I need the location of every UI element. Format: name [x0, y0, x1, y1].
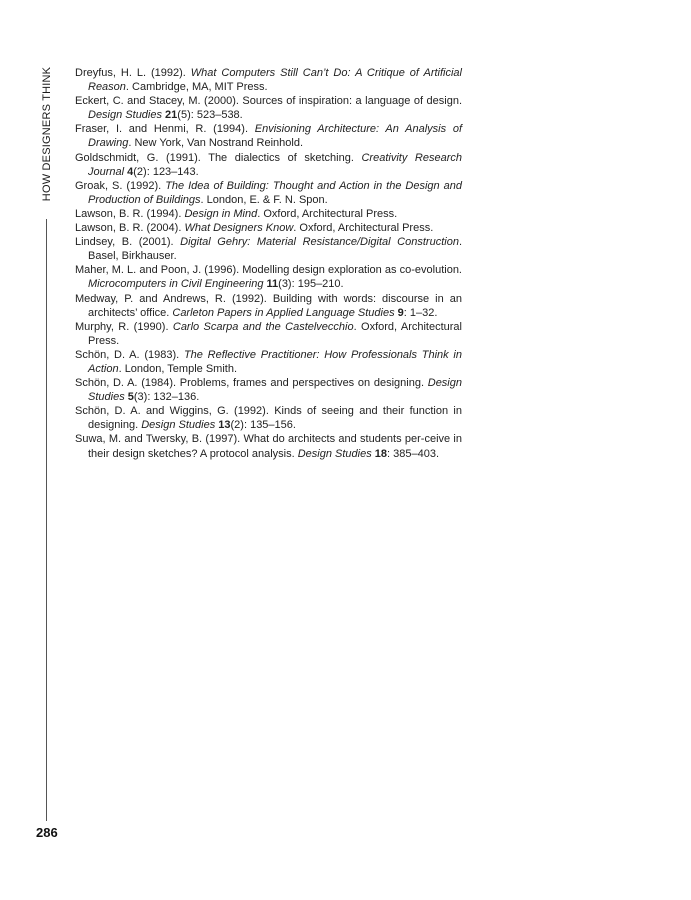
reference-text: . London, Temple Smith.	[118, 362, 237, 375]
reference-text: Suwa, M. and Twersky, B. (1997). What do architects and students per-ceive in their design sketches? A protocol analysis.	[75, 433, 462, 460]
reference-text: Lindsey, B. (2001).	[75, 236, 181, 249]
reference-text: What Computers Still Can’t Do: A Critique of Artificial Reason	[88, 67, 462, 94]
reference-text: Maher, M. L. and Poon, J. (1996). Modelling design exploration as co-evolution.	[75, 264, 462, 277]
reference-text: Digital Gehry: Material Resistance/Digital Construction	[180, 236, 459, 249]
reference-item	[75, 292, 462, 320]
reference-item	[75, 432, 462, 460]
reference-item	[75, 94, 462, 122]
reference-item	[75, 122, 462, 150]
reference-text: Creativity Research Journal	[88, 151, 462, 178]
reference-text: Design Studies	[88, 109, 166, 122]
reference-text: 4	[127, 165, 134, 178]
reference-text: Fraser, I. and Henmi, R. (1994).	[75, 123, 255, 136]
reference-text: Microcomputers in Civil Engineering	[88, 278, 267, 291]
reference-text: (3): 132–136.	[133, 391, 200, 404]
reference-text: Lawson, B. R. (1994).	[75, 207, 185, 220]
reference-text: Lawson, B. R. (2004).	[75, 222, 185, 235]
reference-text: Design in Mind	[184, 207, 258, 220]
reference-text: Dreyfus, H. L. (1992).	[75, 67, 191, 79]
reference-item	[75, 320, 462, 348]
reference-text: . Oxford, Architectural Press.	[293, 222, 434, 235]
reference-item	[75, 235, 462, 263]
reference-text: Schön, D. A. (1983).	[75, 348, 184, 361]
reference-item	[75, 348, 462, 376]
reference-text: . New York, Van Nostrand Reinhold.	[128, 137, 304, 150]
reference-item	[75, 207, 462, 221]
reference-item	[75, 151, 462, 179]
reference-text: Design Studies	[297, 447, 375, 460]
reference-text: What Designers Know	[184, 222, 294, 235]
reference-text: 11	[266, 278, 279, 291]
reference-text: Murphy, R. (1990).	[75, 320, 173, 333]
reference-text: Medway, P. and Andrews, R. (1992). Building with words: discourse in an architects’ office.	[75, 292, 462, 319]
running-head	[38, 64, 55, 204]
reference-text: . Basel, Birkhauser.	[88, 236, 462, 263]
reference-text: : 385–403.	[387, 447, 440, 460]
reference-text: : 1–32.	[403, 306, 438, 319]
reference-item	[75, 376, 462, 404]
page-number: 286	[36, 825, 58, 840]
reference-item	[75, 404, 462, 432]
reference-text: . Oxford, Architectural Press.	[257, 207, 398, 220]
reference-text: Carlo Scarpa and the Castelvecchio	[172, 320, 354, 333]
running-head-text: HOW DESIGNERS THINK	[40, 66, 53, 202]
reference-text: Carleton Papers in Applied Language Studies	[172, 306, 398, 319]
reference-item	[75, 66, 462, 94]
reference-item	[75, 221, 462, 235]
reference-text: 9	[397, 306, 404, 319]
reference-item	[75, 179, 462, 207]
reference-text: (2): 123–143.	[133, 165, 199, 178]
reference-text: (2): 135–156.	[230, 419, 296, 432]
reference-text: (5): 523–538.	[177, 109, 243, 122]
reference-text: 13	[218, 419, 231, 432]
reference-text: Schön, D. A. and Wiggins, G. (1992). Kinds of seeing and their function in designing.	[75, 405, 462, 432]
reference-text: Schön, D. A. (1984). Problems, frames and perspectives on designing.	[75, 377, 428, 390]
reference-text: . Oxford, Architectural Press.	[88, 320, 462, 347]
reference-text: Design Studies	[141, 419, 219, 432]
reference-text: The Idea of Building: Thought and Action in the Design and Production of Buildings	[88, 179, 462, 206]
reference-text: Design Studies	[88, 377, 462, 404]
reference-text: . Cambridge, MA, MIT Press.	[125, 81, 268, 94]
side-rule	[46, 219, 47, 821]
reference-text: Envisioning Architecture: An Analysis of Drawing	[88, 123, 462, 150]
reference-text: The Reflective Practitioner: How Professionals Think in Action	[88, 348, 462, 375]
reference-text: 5	[127, 391, 134, 404]
reference-text: 18	[374, 447, 388, 460]
reference-text: Eckert, C. and Stacey, M. (2000). Sources of inspiration: a language of design.	[75, 95, 462, 108]
reference-text: 21	[165, 109, 178, 122]
reference-text: Groak, S. (1992).	[75, 179, 166, 192]
reference-list	[75, 66, 462, 461]
reference-text: . London, E. & F. N. Spon.	[200, 193, 328, 206]
reference-item	[75, 263, 462, 291]
reference-text: Goldschmidt, G. (1991). The dialectics of sketching.	[75, 151, 362, 164]
reference-text: (3): 195–210.	[278, 278, 344, 291]
